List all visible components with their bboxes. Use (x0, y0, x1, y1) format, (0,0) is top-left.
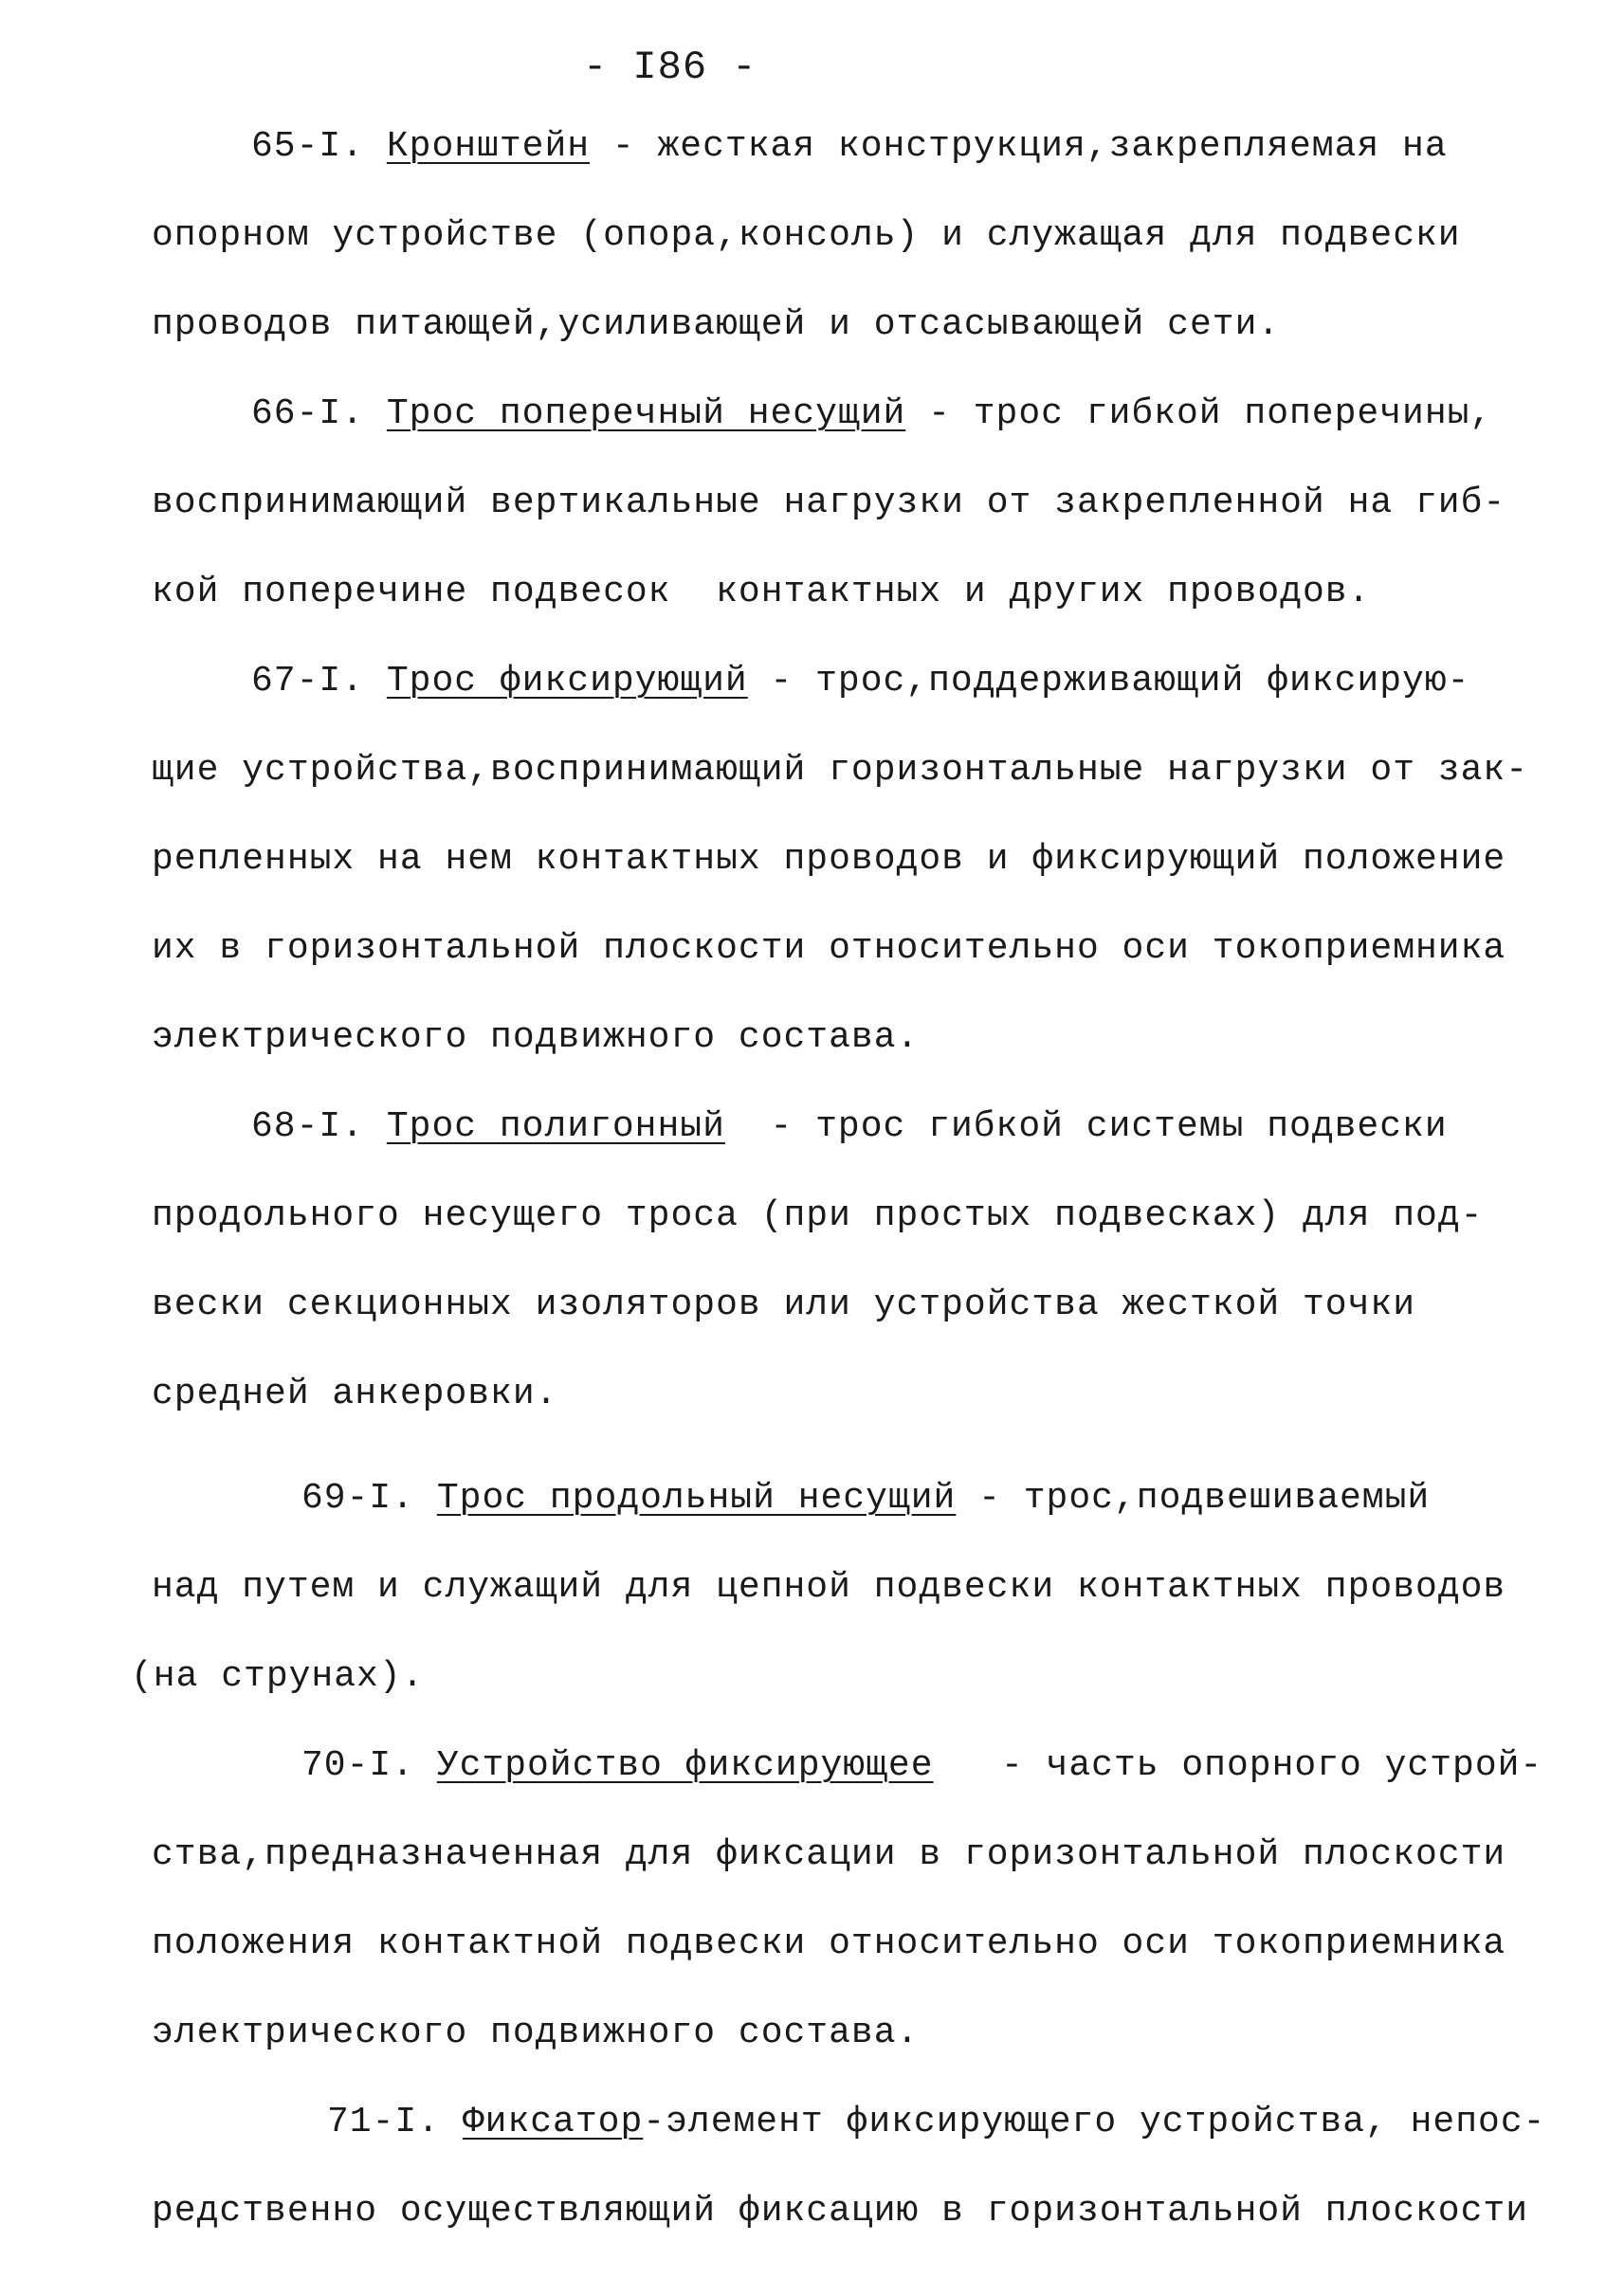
entry-number: 66-I. (251, 393, 365, 434)
entry-term: Трос фиксирующий (386, 661, 748, 702)
entry-text: - трос гибкой поперечины, (905, 393, 1493, 434)
entry-text: редственно осуществляющий фиксацию в горизонтальной плоскости (152, 2191, 1529, 2232)
entry-65-heading (251, 126, 1448, 167)
entry-text: проводов питающей,усиливающей и отсасывающей сети. (152, 304, 1281, 345)
entry-number: 71-I. (327, 2102, 441, 2142)
entry-term: Устройство фиксирующее (436, 1745, 934, 1786)
entry-text: положения контактной подвески относительно оси токоприемника (152, 1923, 1506, 1964)
entry-text: - трос,подвешиваемый (956, 1478, 1431, 1519)
entry-text: репленных на нем контактных проводов и фиксирующий положение (152, 839, 1506, 880)
entry-text: средней анкеровки. (152, 1374, 558, 1414)
entry-term: Трос поперечный несущий (386, 393, 906, 434)
entry-text: ства,предназначенная для фиксации в горизонтальной плоскости (152, 1834, 1506, 1875)
entry-text: кой поперечине подвесок контактных и других проводов. (152, 572, 1371, 612)
entry-text: - жесткая конструкция,закрепляемая на (590, 126, 1448, 167)
entry-66-heading (251, 393, 1493, 434)
entry-text: (на струнах). (131, 1656, 425, 1697)
entry-term: Фиксатор (462, 2102, 644, 2142)
entry-term: Трос продольный несущий (436, 1478, 957, 1519)
entry-text: - трос гибкой системы подвески (724, 1106, 1448, 1147)
entry-71-heading (327, 2102, 1546, 2142)
entry-67-heading (251, 661, 1470, 702)
entry-text: электрического подвижного состава. (152, 2013, 920, 2053)
entry-text: над путем и служащий для цепной подвески контактных проводов (152, 1567, 1506, 1608)
entry-number: 68-I. (251, 1106, 365, 1147)
entry-text: продольного несущего троса (при простых подвесках) для под- (152, 1195, 1484, 1236)
entry-text: - часть опорного устрой- (933, 1745, 1543, 1786)
page-number: - I86 - (583, 45, 757, 90)
entry-number: 67-I. (251, 661, 365, 702)
entry-text: электрического подвижного состава. (152, 1017, 920, 1058)
entry-number: 65-I. (251, 126, 365, 167)
entry-68-heading (251, 1106, 1448, 1147)
entry-69-heading (301, 1478, 1431, 1519)
entry-text: - трос,поддерживающий фиксирую- (747, 661, 1470, 702)
entry-text: -элемент фиксирующего устройства, непос- (643, 2102, 1546, 2142)
entry-text: щие устройства,воспринимающий горизонтальные нагрузки от зак- (152, 750, 1529, 791)
entry-number: 69-I. (301, 1478, 415, 1519)
entry-number: 70-I. (301, 1745, 415, 1786)
entry-text: их в горизонтальной плоскости относительно оси токоприемника (152, 928, 1506, 969)
entry-text: опорном устройстве (опора,консоль) и служащая для подвески (152, 215, 1461, 256)
entry-70-heading (301, 1745, 1543, 1786)
entry-term: Трос полигонный (386, 1106, 725, 1147)
entry-term: Кронштейн (386, 126, 591, 167)
entry-text: воспринимающий вертикальные нагрузки от закрепленной на гиб- (152, 483, 1506, 523)
entry-text: вески секционных изоляторов или устройства жесткой точки (152, 1285, 1416, 1325)
